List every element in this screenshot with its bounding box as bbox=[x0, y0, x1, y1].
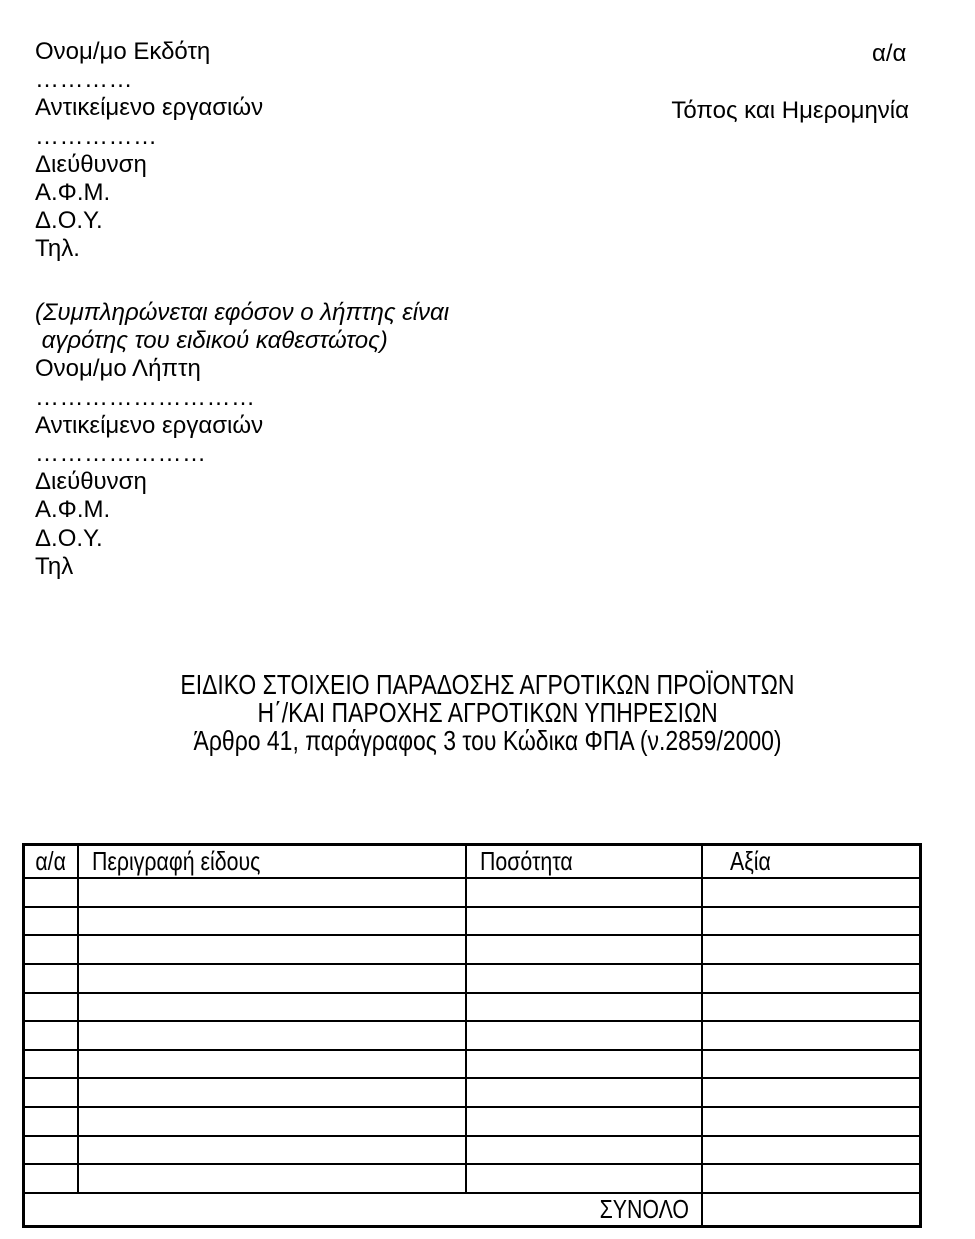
column-header-quantity: Ποσότητα bbox=[467, 846, 703, 877]
total-label: ΣΥΝΟΛΟ bbox=[599, 1194, 689, 1224]
recipient-block bbox=[35, 299, 449, 581]
row-cell-value bbox=[703, 1165, 919, 1192]
row-cell-value bbox=[703, 1022, 919, 1049]
title-line2-text: Η΄/ΚΑΙ ΠΑΡΟΧΗΣ ΑΓΡΟΤΙΚΩΝ ΥΠΗΡΕΣΙΩΝ bbox=[257, 697, 718, 728]
table-row bbox=[25, 1051, 919, 1080]
row-cell-description bbox=[79, 1137, 467, 1164]
table-header-row bbox=[25, 846, 919, 879]
issuer-business-dotted-line: …………… bbox=[35, 122, 158, 150]
row-cell-description bbox=[79, 908, 467, 935]
document-title bbox=[40, 671, 935, 755]
row-cell-quantity bbox=[467, 1137, 703, 1164]
row-cell-aa bbox=[25, 1022, 79, 1049]
recipient-name-dotted-line: ……………………… bbox=[35, 383, 256, 411]
row-cell-quantity bbox=[467, 1165, 703, 1192]
table-row bbox=[25, 879, 919, 908]
row-cell-description bbox=[79, 1165, 467, 1192]
row-cell-aa bbox=[25, 994, 79, 1021]
title-line1-text: ΕΙΔΙΚΟ ΣΤΟΙΧΕΙΟ ΠΑΡΑΔΟΣΗΣ ΑΓΡΟΤΙΚΩΝ ΠΡΟΪΟΝΤΩΝ bbox=[180, 669, 795, 700]
table-body bbox=[25, 879, 919, 1194]
serial-number-label: α/α bbox=[872, 40, 907, 67]
row-cell-aa bbox=[25, 1051, 79, 1078]
title-line3 bbox=[40, 727, 935, 755]
recipient-doy-label: Δ.Ο.Υ. bbox=[35, 524, 103, 552]
total-label-cell bbox=[25, 1194, 703, 1225]
row-cell-value bbox=[703, 1108, 919, 1135]
row-cell-quantity bbox=[467, 994, 703, 1021]
title-line1 bbox=[40, 671, 935, 699]
issuer-business-label: Αντικείμενο εργασιών bbox=[35, 94, 264, 122]
table-total-row bbox=[25, 1194, 919, 1225]
row-cell-aa bbox=[25, 908, 79, 935]
row-cell-aa bbox=[25, 936, 79, 963]
row-cell-description bbox=[79, 879, 467, 906]
row-cell-value bbox=[703, 1051, 919, 1078]
row-cell-aa bbox=[25, 965, 79, 992]
row-cell-quantity bbox=[467, 879, 703, 906]
row-cell-description bbox=[79, 994, 467, 1021]
table-row bbox=[25, 1022, 919, 1051]
table-row bbox=[25, 1079, 919, 1108]
row-cell-description bbox=[79, 1022, 467, 1049]
items-table bbox=[22, 843, 922, 1228]
row-cell-description bbox=[79, 1079, 467, 1106]
title-line2 bbox=[40, 699, 935, 727]
issuer-afm-label: Α.Φ.Μ. bbox=[35, 179, 111, 207]
issuer-tel-label: Τηλ. bbox=[35, 235, 80, 263]
row-cell-description bbox=[79, 965, 467, 992]
table-row bbox=[25, 1137, 919, 1166]
row-cell-aa bbox=[25, 1079, 79, 1106]
row-cell-aa bbox=[25, 879, 79, 906]
recipient-note-line2: αγρότης του ειδικού καθεστώτος) bbox=[35, 327, 388, 355]
row-cell-description bbox=[79, 1108, 467, 1135]
row-cell-quantity bbox=[467, 908, 703, 935]
row-cell-value bbox=[703, 1079, 919, 1106]
row-cell-quantity bbox=[467, 1022, 703, 1049]
column-header-description: Περιγραφή είδους bbox=[79, 846, 467, 877]
row-cell-description bbox=[79, 936, 467, 963]
row-cell-quantity bbox=[467, 1051, 703, 1078]
recipient-address-label: Διεύθυνση bbox=[35, 468, 147, 496]
issuer-block bbox=[35, 38, 263, 264]
row-cell-aa bbox=[25, 1165, 79, 1192]
table-row bbox=[25, 936, 919, 965]
row-cell-quantity bbox=[467, 1108, 703, 1135]
table-row bbox=[25, 1165, 919, 1194]
row-cell-value bbox=[703, 879, 919, 906]
row-cell-value bbox=[703, 1137, 919, 1164]
column-header-aa: α/α bbox=[25, 846, 79, 877]
place-date-label: Τόπος και Ημερομηνία bbox=[671, 97, 909, 124]
column-header-value: Αξία bbox=[730, 846, 771, 876]
table-row bbox=[25, 908, 919, 937]
table-row bbox=[25, 1108, 919, 1137]
row-cell-description bbox=[79, 1051, 467, 1078]
recipient-tel-label: Τηλ bbox=[35, 552, 74, 580]
issuer-address-label: Διεύθυνση bbox=[35, 150, 147, 178]
issuer-name-dotted-line: ………… bbox=[35, 66, 133, 94]
issuer-name-label: Ονομ/μο Εκδότη bbox=[35, 38, 211, 65]
row-cell-value bbox=[703, 965, 919, 992]
issuer-doy-label: Δ.Ο.Υ. bbox=[35, 207, 103, 235]
recipient-note-line1: (Συμπληρώνεται εφόσον ο λήπτης είναι bbox=[35, 299, 450, 326]
title-line3-text: Άρθρο 41, παράγραφος 3 του Κώδικα ΦΠΑ (ν.2859/2000) bbox=[193, 725, 782, 756]
row-cell-aa bbox=[25, 1108, 79, 1135]
recipient-afm-label: Α.Φ.Μ. bbox=[35, 496, 111, 524]
row-cell-quantity bbox=[467, 1079, 703, 1106]
row-cell-value bbox=[703, 936, 919, 963]
table-row bbox=[25, 994, 919, 1023]
row-cell-quantity bbox=[467, 936, 703, 963]
table-row bbox=[25, 965, 919, 994]
row-cell-value bbox=[703, 908, 919, 935]
recipient-business-dotted-line: ………………… bbox=[35, 440, 207, 468]
row-cell-aa bbox=[25, 1137, 79, 1164]
recipient-business-label: Αντικείμενο εργασιών bbox=[35, 411, 264, 439]
row-cell-value bbox=[703, 994, 919, 1021]
recipient-name-label: Ονομ/μο Λήπτη bbox=[35, 355, 201, 383]
total-value-cell bbox=[703, 1194, 919, 1225]
row-cell-quantity bbox=[467, 965, 703, 992]
